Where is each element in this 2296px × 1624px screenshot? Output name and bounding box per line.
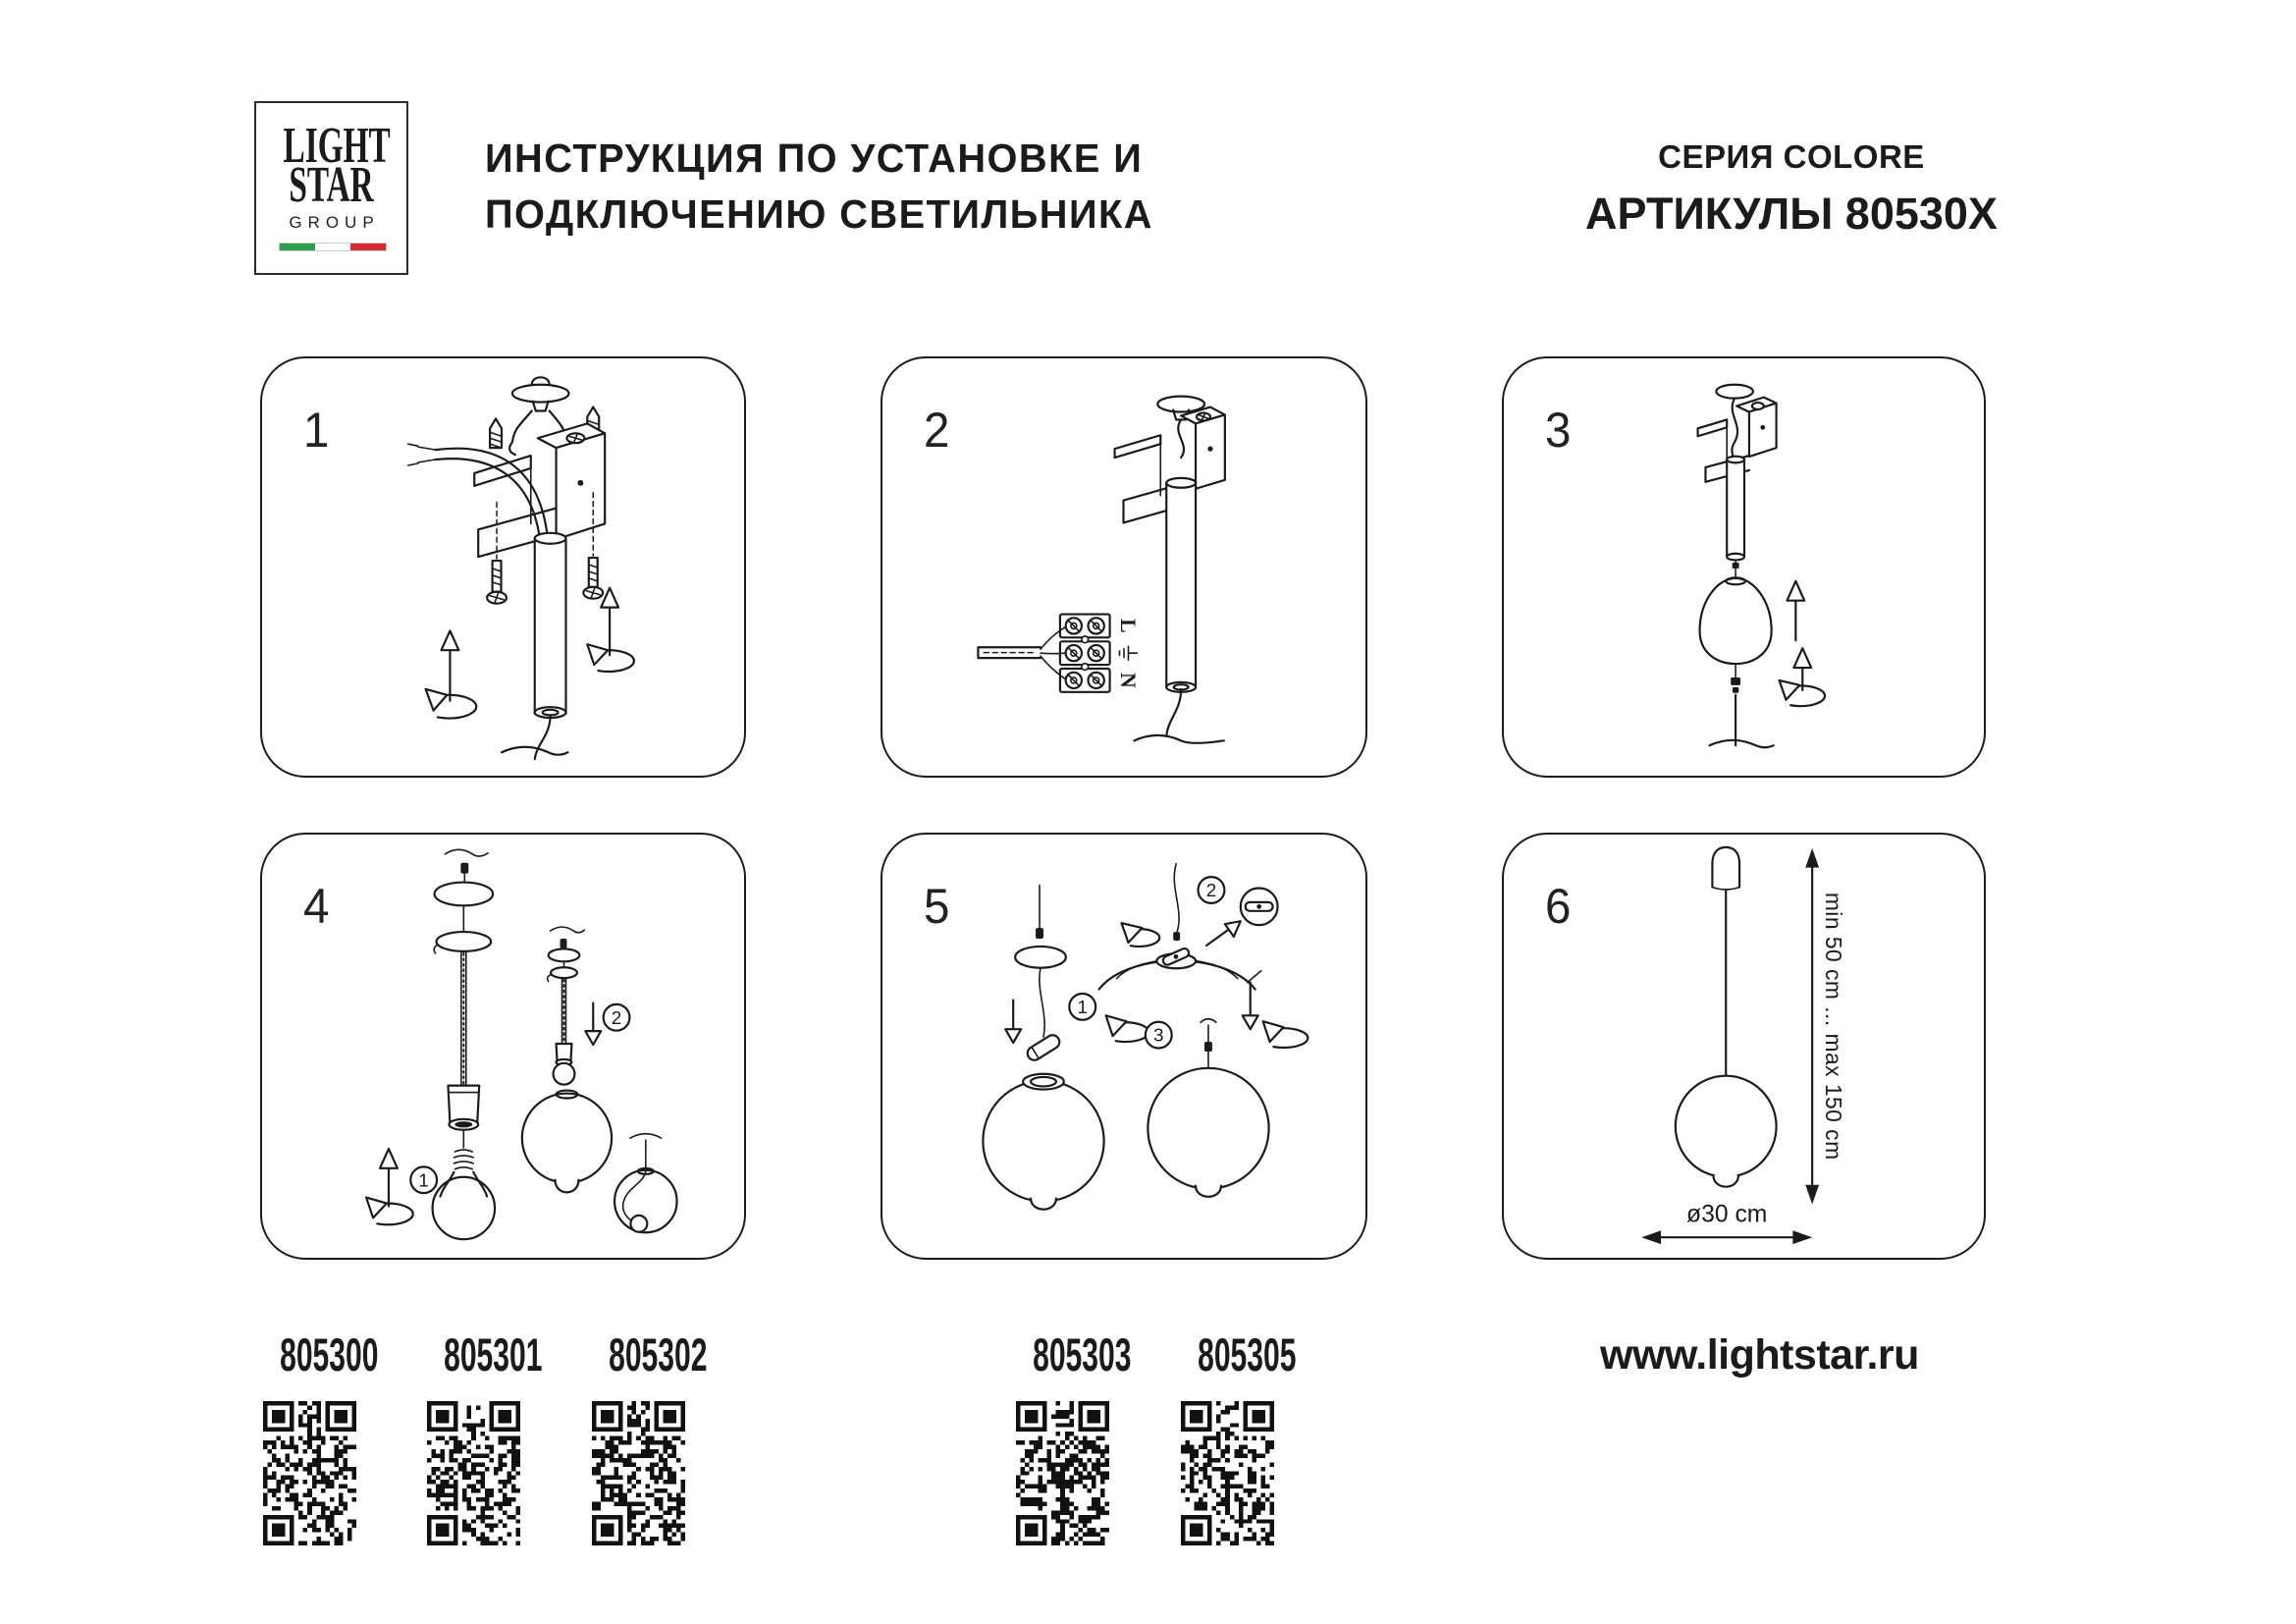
article-cell bbox=[263, 1328, 379, 1545]
step-number: 5 bbox=[924, 879, 950, 934]
earth-symbol-icon bbox=[1120, 646, 1138, 660]
article-number: 805300 bbox=[280, 1328, 379, 1380]
step-panel-5 bbox=[881, 833, 1367, 1260]
step-panel-4 bbox=[260, 833, 746, 1260]
terminal-label-n: N bbox=[1115, 673, 1140, 688]
step-panel-6 bbox=[1502, 833, 1986, 1260]
article-number: 805305 bbox=[1198, 1328, 1297, 1380]
article-number: 805301 bbox=[444, 1328, 543, 1380]
qr-code bbox=[427, 1401, 520, 1545]
step-panel-2 bbox=[881, 356, 1367, 778]
step-number: 1 bbox=[303, 403, 330, 458]
step-6-illustration bbox=[1504, 835, 1984, 1258]
step-4-badge-1: 1 bbox=[418, 1169, 429, 1191]
step-panel-1 bbox=[260, 356, 746, 778]
terminal-label-l: L bbox=[1115, 619, 1140, 633]
step-number: 4 bbox=[303, 879, 330, 934]
step-2-illustration bbox=[882, 358, 1365, 776]
article-cell bbox=[592, 1328, 708, 1545]
step-4-illustration bbox=[262, 835, 744, 1258]
step-5-badge-3: 3 bbox=[1153, 1024, 1164, 1046]
step-number: 6 bbox=[1545, 879, 1572, 934]
step-4-badge-2: 2 bbox=[611, 1006, 622, 1028]
step-5-badge-2: 2 bbox=[1205, 880, 1217, 901]
italian-flag-icon bbox=[279, 243, 387, 251]
logo-word-light: LIGHT bbox=[283, 118, 391, 174]
lightstar-logo bbox=[254, 101, 408, 275]
step-1-illustration bbox=[262, 358, 744, 776]
qr-code bbox=[263, 1401, 356, 1545]
qr-code bbox=[1181, 1401, 1274, 1545]
article-cell bbox=[1016, 1328, 1132, 1545]
logo-word-star: STAR bbox=[289, 157, 374, 213]
website-url: www.lightstar.ru bbox=[1600, 1331, 1919, 1379]
page-title bbox=[485, 131, 1153, 243]
articles-title: АРТИКУЛЫ 80530X bbox=[1585, 189, 1998, 239]
qr-code bbox=[1016, 1401, 1109, 1545]
article-cell bbox=[1181, 1328, 1297, 1545]
article-number: 805303 bbox=[1033, 1328, 1132, 1380]
diameter-dimension-label: ø30 cm bbox=[1686, 1201, 1768, 1228]
logo-word-group: GROUP bbox=[289, 213, 380, 232]
page-title-line1: ИНСТРУКЦИЯ ПО УСТАНОВКЕ И bbox=[485, 135, 1144, 181]
step-panel-3 bbox=[1502, 356, 1986, 778]
height-dimension-label: min 50 cm ... max 150 cm bbox=[1820, 892, 1846, 1161]
article-cell bbox=[427, 1328, 543, 1545]
step-5-badge-1: 1 bbox=[1077, 996, 1089, 1017]
article-number: 805302 bbox=[609, 1328, 708, 1380]
qr-code bbox=[592, 1401, 685, 1545]
step-number: 3 bbox=[1545, 403, 1572, 458]
page-title-line2: ПОДКЛЮЧЕНИЮ СВЕТИЛЬНИКА bbox=[485, 191, 1153, 237]
step-3-illustration bbox=[1504, 358, 1984, 776]
step-number: 2 bbox=[924, 403, 950, 458]
series-label: СЕРИЯ COLORE bbox=[1658, 138, 1925, 175]
step-5-illustration bbox=[882, 835, 1365, 1258]
